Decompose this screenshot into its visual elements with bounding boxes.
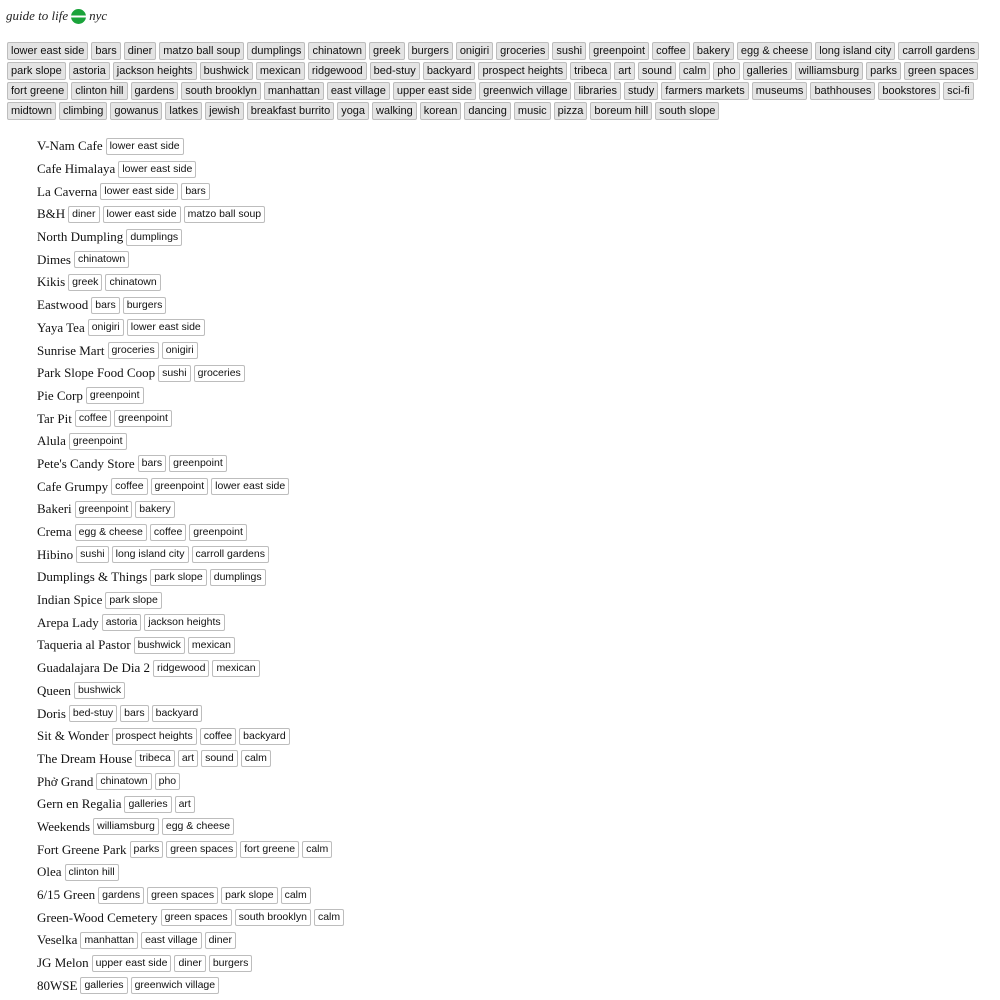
place-tag-greenpoint[interactable]: greenpoint — [169, 455, 227, 472]
place-tag-chinatown[interactable]: chinatown — [105, 274, 160, 291]
filter-tag-midtown[interactable]: midtown — [7, 102, 56, 120]
place-tag-galleries[interactable]: galleries — [80, 977, 127, 994]
place-tag-calm[interactable]: calm — [241, 750, 271, 767]
filter-tag-farmers-markets[interactable]: farmers markets — [661, 82, 748, 100]
filter-tag-parks[interactable]: parks — [866, 62, 901, 80]
place-row — [37, 838, 347, 861]
place-tag-bars[interactable]: bars — [91, 297, 119, 314]
place-name[interactable]: Indian Spice — [37, 592, 103, 608]
place-row — [37, 271, 347, 294]
place-tag-lower-east-side[interactable]: lower east side — [106, 138, 184, 155]
filter-tag-williamsburg[interactable]: williamsburg — [795, 62, 864, 80]
place-name[interactable]: Yaya Tea — [37, 319, 85, 335]
place-row — [37, 203, 347, 226]
filter-tag-egg-and-cheese[interactable]: egg & cheese — [737, 42, 812, 60]
place-tag-astoria[interactable]: astoria — [102, 614, 142, 631]
filter-tag-backyard[interactable]: backyard — [423, 62, 476, 80]
place-tag-mexican[interactable]: mexican — [212, 660, 259, 677]
place-tag-manhattan[interactable]: manhattan — [80, 932, 138, 949]
place-tag-chinatown[interactable]: chinatown — [96, 773, 151, 790]
filter-tag-ridgewood[interactable]: ridgewood — [308, 62, 367, 80]
place-row — [37, 884, 347, 907]
filter-tag-clinton-hill[interactable]: clinton hill — [71, 82, 127, 100]
place-row — [37, 861, 347, 884]
filter-tag-matzo-ball-soup[interactable]: matzo ball soup — [159, 42, 244, 60]
place-row — [37, 702, 347, 725]
place-tag-greenwich-village[interactable]: greenwich village — [131, 977, 220, 994]
place-tag-greenpoint[interactable]: greenpoint — [189, 524, 247, 541]
place-name[interactable]: V-Nam Cafe — [37, 138, 103, 154]
filter-tag-sushi[interactable]: sushi — [552, 42, 586, 60]
place-tag-matzo-ball-soup[interactable]: matzo ball soup — [184, 206, 266, 223]
filter-tag-gowanus[interactable]: gowanus — [110, 102, 162, 120]
place-name[interactable]: Queen — [37, 682, 71, 698]
place-name[interactable]: Tar Pit — [37, 410, 72, 426]
filter-tag-east-village[interactable]: east village — [327, 82, 390, 100]
place-name[interactable]: Crema — [37, 524, 72, 540]
place-tag-art[interactable]: art — [175, 796, 195, 813]
places-list — [37, 135, 347, 997]
place-tag-green-spaces[interactable]: green spaces — [166, 841, 237, 858]
place-tag-pho[interactable]: pho — [155, 773, 181, 790]
place-tag-coffee[interactable]: coffee — [200, 728, 236, 745]
place-tag-bars[interactable]: bars — [120, 705, 148, 722]
place-tag-lower-east-side[interactable]: lower east side — [127, 319, 205, 336]
place-tag-green-spaces[interactable]: green spaces — [147, 887, 218, 904]
filter-tag-bakery[interactable]: bakery — [693, 42, 734, 60]
filter-tag-latkes[interactable]: latkes — [165, 102, 202, 120]
place-row — [37, 339, 347, 362]
filter-tag-upper-east-side[interactable]: upper east side — [393, 82, 476, 100]
place-name[interactable]: 6/15 Green — [37, 887, 96, 903]
place-tag-upper-east-side[interactable]: upper east side — [92, 955, 172, 972]
filter-tag-bushwick[interactable]: bushwick — [200, 62, 253, 80]
filter-tag-galleries[interactable]: galleries — [743, 62, 792, 80]
place-tag-lower-east-side[interactable]: lower east side — [118, 161, 196, 178]
filter-tag-libraries[interactable]: libraries — [574, 82, 621, 100]
place-name[interactable]: Guadalajara De Dia 2 — [37, 660, 150, 676]
place-row — [37, 498, 347, 521]
filter-tag-park-slope[interactable]: park slope — [7, 62, 66, 80]
place-row — [37, 974, 347, 997]
filter-tag-groceries[interactable]: groceries — [496, 42, 549, 60]
place-tag-bakery[interactable]: bakery — [135, 501, 175, 518]
filter-tag-sound[interactable]: sound — [638, 62, 676, 80]
place-tag-coffee[interactable]: coffee — [111, 478, 147, 495]
site-header — [6, 8, 107, 24]
place-row — [37, 748, 347, 771]
place-tag-backyard[interactable]: backyard — [239, 728, 290, 745]
place-row — [37, 680, 347, 703]
place-row — [37, 135, 347, 158]
place-tag-diner[interactable]: diner — [68, 206, 99, 223]
place-name[interactable]: Gern en Regalia — [37, 796, 122, 812]
filter-tag-bars[interactable]: bars — [91, 42, 120, 60]
filter-tag-yoga[interactable]: yoga — [337, 102, 369, 120]
place-tag-east-village[interactable]: east village — [141, 932, 202, 949]
place-tag-bars[interactable]: bars — [181, 183, 209, 200]
place-tag-sushi[interactable]: sushi — [158, 365, 191, 382]
place-name[interactable]: The Dream House — [37, 750, 133, 766]
filter-tag-manhattan[interactable]: manhattan — [264, 82, 324, 100]
place-name[interactable]: Sunrise Mart — [37, 342, 105, 358]
place-name[interactable]: La Caverna — [37, 183, 98, 199]
place-row — [37, 906, 347, 929]
place-row — [37, 725, 347, 748]
filter-tag-gardens[interactable]: gardens — [131, 82, 179, 100]
place-tag-burgers[interactable]: burgers — [123, 297, 167, 314]
place-row — [37, 158, 347, 181]
filter-tag-art[interactable]: art — [614, 62, 635, 80]
place-tag-diner[interactable]: diner — [174, 955, 205, 972]
place-tag-lower-east-side[interactable]: lower east side — [211, 478, 289, 495]
place-row — [37, 407, 347, 430]
place-row — [37, 317, 347, 340]
filter-tag-pho[interactable]: pho — [713, 62, 739, 80]
filter-tag-onigiri[interactable]: onigiri — [456, 42, 493, 60]
place-name[interactable]: Dimes — [37, 251, 71, 267]
place-tag-groceries[interactable]: groceries — [108, 342, 159, 359]
place-row — [37, 566, 347, 589]
filter-tag-jackson-heights[interactable]: jackson heights — [113, 62, 197, 80]
place-tag-williamsburg[interactable]: williamsburg — [93, 818, 159, 835]
place-row — [37, 816, 347, 839]
place-tag-gardens[interactable]: gardens — [98, 887, 144, 904]
place-tag-sound[interactable]: sound — [201, 750, 238, 767]
filter-tag-climbing[interactable]: climbing — [59, 102, 107, 120]
place-tag-south-brooklyn[interactable]: south brooklyn — [235, 909, 311, 926]
filter-tag-mexican[interactable]: mexican — [256, 62, 305, 80]
place-name[interactable]: Dumplings & Things — [37, 569, 148, 585]
place-tag-greenpoint[interactable]: greenpoint — [69, 433, 127, 450]
place-row — [37, 453, 347, 476]
place-tag-ridgewood[interactable]: ridgewood — [153, 660, 209, 677]
place-tag-carroll-gardens[interactable]: carroll gardens — [192, 546, 269, 563]
filter-tag-burgers[interactable]: burgers — [408, 42, 453, 60]
filter-tag-music[interactable]: music — [514, 102, 551, 120]
filter-tag-diner[interactable]: diner — [124, 42, 156, 60]
place-tag-dumplings[interactable]: dumplings — [210, 569, 266, 586]
place-name[interactable]: Veselka — [37, 932, 78, 948]
place-name[interactable]: Olea — [37, 864, 62, 880]
place-tag-greenpoint[interactable]: greenpoint — [75, 501, 133, 518]
place-tag-greek[interactable]: greek — [68, 274, 102, 291]
place-tag-park-slope[interactable]: park slope — [105, 592, 161, 609]
place-tag-burgers[interactable]: burgers — [209, 955, 253, 972]
place-tag-jackson-heights[interactable]: jackson heights — [144, 614, 224, 631]
place-name[interactable]: Alula — [37, 433, 66, 449]
site-title-left[interactable]: guide to life — [6, 8, 69, 23]
place-tag-coffee[interactable]: coffee — [150, 524, 186, 541]
place-row — [37, 475, 347, 498]
filter-tag-astoria[interactable]: astoria — [69, 62, 110, 80]
place-row — [37, 793, 347, 816]
place-tag-parks[interactable]: parks — [130, 841, 164, 858]
place-tag-onigiri[interactable]: onigiri — [88, 319, 124, 336]
place-tag-dumplings[interactable]: dumplings — [126, 229, 182, 246]
place-name[interactable]: Green-Wood Cemetery — [37, 909, 158, 925]
place-tag-egg-and-cheese[interactable]: egg & cheese — [75, 524, 147, 541]
place-row — [37, 430, 347, 453]
place-name[interactable]: Kikis — [37, 274, 66, 290]
filter-tag-lower-east-side[interactable]: lower east side — [7, 42, 88, 60]
half-circle-logo-icon — [71, 9, 86, 24]
place-tag-diner[interactable]: diner — [205, 932, 236, 949]
place-row — [37, 952, 347, 975]
place-tag-chinatown[interactable]: chinatown — [74, 251, 129, 268]
filter-tag-korean[interactable]: korean — [420, 102, 462, 120]
place-name[interactable]: Cafe Himalaya — [37, 161, 116, 177]
filter-tag-calm[interactable]: calm — [679, 62, 710, 80]
place-tag-bed-stuy[interactable]: bed-stuy — [69, 705, 117, 722]
place-tag-onigiri[interactable]: onigiri — [162, 342, 198, 359]
place-tag-fort-greene[interactable]: fort greene — [240, 841, 299, 858]
filter-tag-long-island-city[interactable]: long island city — [815, 42, 895, 60]
place-name[interactable]: Hibino — [37, 546, 74, 562]
place-row — [37, 611, 347, 634]
place-tag-park-slope[interactable]: park slope — [150, 569, 206, 586]
place-name[interactable]: 80WSE — [37, 977, 78, 993]
place-tag-greenpoint[interactable]: greenpoint — [86, 387, 144, 404]
place-row — [37, 180, 347, 203]
place-row — [37, 521, 347, 544]
place-tag-galleries[interactable]: galleries — [124, 796, 171, 813]
place-row — [37, 362, 347, 385]
filter-tag-chinatown[interactable]: chinatown — [308, 42, 366, 60]
filter-tag-museums[interactable]: museums — [752, 82, 808, 100]
filter-tag-jewish[interactable]: jewish — [205, 102, 244, 120]
filter-tag-south-slope[interactable]: south slope — [655, 102, 719, 120]
place-tag-long-island-city[interactable]: long island city — [112, 546, 189, 563]
filter-tag-bookstores[interactable]: bookstores — [878, 82, 940, 100]
filter-tag-greenpoint[interactable]: greenpoint — [589, 42, 649, 60]
place-row — [37, 929, 347, 952]
filter-tag-bathhouses[interactable]: bathhouses — [810, 82, 875, 100]
filter-tag-dumplings[interactable]: dumplings — [247, 42, 305, 60]
filter-tag-green-spaces[interactable]: green spaces — [904, 62, 978, 80]
place-tag-bushwick[interactable]: bushwick — [134, 637, 185, 654]
filter-tag-breakfast-burrito[interactable]: breakfast burrito — [247, 102, 334, 120]
place-row — [37, 657, 347, 680]
place-tag-backyard[interactable]: backyard — [152, 705, 203, 722]
filter-tag-pizza[interactable]: pizza — [554, 102, 588, 120]
filter-tag-study[interactable]: study — [624, 82, 658, 100]
place-name[interactable]: Bakeri — [37, 501, 72, 517]
place-name[interactable]: North Dumpling — [37, 229, 124, 245]
place-tag-lower-east-side[interactable]: lower east side — [103, 206, 181, 223]
filter-tag-greenwich-village[interactable]: greenwich village — [479, 82, 571, 100]
place-name[interactable]: Fort Greene Park — [37, 841, 127, 857]
filter-tag-tribeca[interactable]: tribeca — [570, 62, 611, 80]
place-name[interactable]: Park Slope Food Coop — [37, 365, 156, 381]
filter-tag-south-brooklyn[interactable]: south brooklyn — [181, 82, 261, 100]
place-name[interactable]: Weekends — [37, 818, 91, 834]
filter-tag-sci-fi[interactable]: sci-fi — [943, 82, 974, 100]
place-row — [37, 385, 347, 408]
filter-tag-walking[interactable]: walking — [372, 102, 417, 120]
place-name[interactable]: Taqueria al Pastor — [37, 637, 131, 653]
place-row — [37, 543, 347, 566]
place-tag-prospect-heights[interactable]: prospect heights — [112, 728, 197, 745]
place-tag-art[interactable]: art — [178, 750, 198, 767]
place-name[interactable]: Pie Corp — [37, 387, 83, 403]
place-tag-clinton-hill[interactable]: clinton hill — [65, 864, 119, 881]
filter-tag-carroll-gardens[interactable]: carroll gardens — [898, 42, 979, 60]
place-tag-greenpoint[interactable]: greenpoint — [151, 478, 209, 495]
place-tag-groceries[interactable]: groceries — [194, 365, 245, 382]
place-name[interactable]: B&H — [37, 206, 66, 222]
place-row — [37, 294, 347, 317]
place-name[interactable]: Doris — [37, 705, 66, 721]
place-tag-calm[interactable]: calm — [314, 909, 344, 926]
place-tag-park-slope[interactable]: park slope — [221, 887, 277, 904]
place-row — [37, 226, 347, 249]
place-name[interactable]: Arepa Lady — [37, 614, 99, 630]
place-row — [37, 634, 347, 657]
place-name[interactable]: Pete's Candy Store — [37, 455, 135, 471]
place-tag-bars[interactable]: bars — [138, 455, 166, 472]
place-tag-egg-and-cheese[interactable]: egg & cheese — [162, 818, 234, 835]
filter-tag-boreum-hill[interactable]: boreum hill — [590, 102, 652, 120]
place-tag-sushi[interactable]: sushi — [76, 546, 109, 563]
filter-tag-fort-greene[interactable]: fort greene — [7, 82, 68, 100]
place-tag-calm[interactable]: calm — [302, 841, 332, 858]
place-tag-lower-east-side[interactable]: lower east side — [100, 183, 178, 200]
filter-tag-bed-stuy[interactable]: bed-stuy — [370, 62, 420, 80]
place-tag-tribeca[interactable]: tribeca — [135, 750, 175, 767]
filter-tag-dancing[interactable]: dancing — [464, 102, 511, 120]
place-name[interactable]: Cafe Grumpy — [37, 478, 109, 494]
place-tag-calm[interactable]: calm — [281, 887, 311, 904]
place-tag-coffee[interactable]: coffee — [75, 410, 111, 427]
place-row — [37, 770, 347, 793]
place-name[interactable]: Eastwood — [37, 297, 89, 313]
place-tag-green-spaces[interactable]: green spaces — [161, 909, 232, 926]
place-tag-mexican[interactable]: mexican — [188, 637, 235, 654]
filter-tag-coffee[interactable]: coffee — [652, 42, 690, 60]
tag-filter-bar — [7, 42, 997, 120]
place-tag-greenpoint[interactable]: greenpoint — [114, 410, 172, 427]
place-name[interactable]: Phở Grand — [37, 773, 94, 789]
place-name[interactable]: Sit & Wonder — [37, 728, 109, 744]
place-row — [37, 248, 347, 271]
filter-tag-greek[interactable]: greek — [369, 42, 405, 60]
place-name[interactable]: JG Melon — [37, 955, 89, 971]
place-tag-bushwick[interactable]: bushwick — [74, 682, 125, 699]
filter-tag-prospect-heights[interactable]: prospect heights — [478, 62, 567, 80]
site-title-right[interactable]: nyc — [89, 8, 108, 23]
place-row — [37, 589, 347, 612]
